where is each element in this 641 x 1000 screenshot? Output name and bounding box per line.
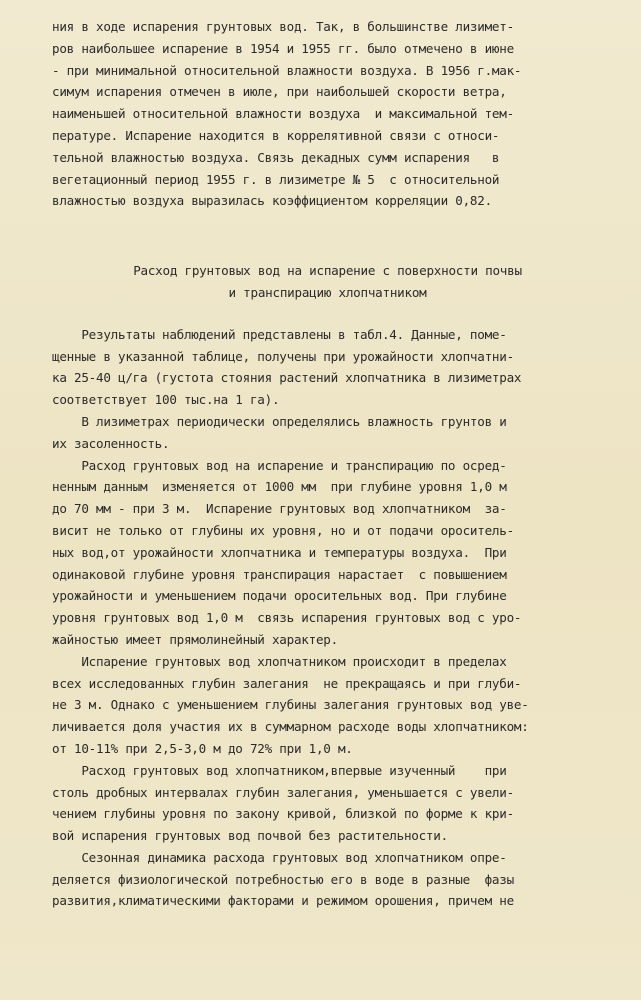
- text-line: Расход грунтовых вод на испарение и транспирацию по осред-: [52, 457, 507, 473]
- text-line: наименьшей относительной влажности воздуха и максимальной тем-: [52, 106, 514, 122]
- text-line: ка 25-40 ц/га (густота стояния растений хлопчатника в лизиметрах: [52, 370, 522, 386]
- text-line: соответствует 100 тыс.на 1 га).: [52, 392, 280, 408]
- text-line: симум испарения отмечен в июле, при наибольшей скорости ветра,: [52, 84, 507, 100]
- text-line: Расход грунтовых вод хлопчатником,впервые изученный при: [52, 762, 507, 778]
- text-line: личивается доля участия их в суммарном расходе воды хлопчатником:: [52, 719, 529, 735]
- text-line: их засоленность.: [52, 435, 170, 451]
- text-line: влажностью воздуха выразилась коэффициентом корреляции 0,82.: [52, 193, 492, 209]
- text-line: деляется физиологической потребностью его в воде в разные фазы: [52, 871, 514, 887]
- section-heading: [52, 260, 599, 304]
- text-line: вегетационный период 1955 г. в лизиметре № 5 с относительной: [52, 171, 500, 187]
- section-heading-line: и транспирацию хлопчатником: [228, 284, 427, 300]
- text-line: до 70 мм - при 3 м. Испарение грунтовых вод хлопчатником за-: [52, 501, 507, 517]
- text-line: ния в ходе испарения грунтовых вод. Так, в большинстве лизимет-: [52, 19, 514, 34]
- text-line: ненным данным изменяется от 1000 мм при глубине уровня 1,0 м: [52, 479, 507, 495]
- top-paragraph: [52, 16, 599, 212]
- text-line: от 10-11% при 2,5-3,0 м до 72% при 1,0 м.: [52, 740, 353, 756]
- text-line: урожайности и уменьшением подачи оросительных вод. При глубине: [52, 588, 507, 604]
- text-line: Результаты наблюдений представлены в табл.4. Данные, поме-: [52, 326, 507, 342]
- text-line: тельной влажностью воздуха. Связь декадных сумм испарения в: [52, 149, 500, 165]
- text-line: уровня грунтовых вод 1,0 м связь испарения грунтовых вод с уро-: [52, 610, 522, 626]
- text-line: развития,климатическими факторами и режимом орошения, причем не: [52, 893, 514, 909]
- text-line: Испарение грунтовых вод хлопчатником происходит в пределах: [52, 653, 507, 669]
- text-line: жайностью имеет прямолинейный характер.: [52, 631, 338, 647]
- text-line: висит не только от глубины их уровня, но и от подачи ороситель-: [52, 522, 514, 538]
- text-line: ных вод,от урожайности хлопчатника и температуры воздуха. При: [52, 544, 507, 560]
- text-line: вой испарения грунтовых вод почвой без растительности.: [52, 828, 448, 844]
- text-line: щенные в указанной таблице, получены при урожайности хлопчатни-: [52, 348, 514, 364]
- text-line: не 3 м. Однако с уменьшением глубины залегания грунтовых вод уве-: [52, 697, 529, 713]
- text-line: столь дробных интервалах глубин залегания, уменьшается с увели-: [52, 784, 514, 800]
- text-line: - при минимальной относительной влажности воздуха. В 1956 г.мак-: [52, 62, 522, 78]
- body-text: [52, 304, 599, 913]
- text-line: всех исследованных глубин залегания не прекращаясь и при глуби-: [52, 675, 522, 691]
- text-line: чением глубины уровня по закону кривой, близкой по форме к кри-: [52, 806, 514, 822]
- text-line: ров наибольшее испарение в 1954 и 1955 гг. было отмечено в июне: [52, 40, 514, 56]
- text-line: В лизиметрах периодически определялись влажность грунтов и: [52, 413, 507, 429]
- text-line: одинаковой глубине уровня транспирация нарастает с повышением: [52, 566, 507, 582]
- text-line: Сезонная динамика расхода грунтовых вод хлопчатником опре-: [52, 849, 507, 865]
- section-heading-line: Расход грунтовых вод на испарение с поверхности почвы: [133, 263, 522, 279]
- text-line: пературе. Испарение находится в коррелятивной связи с относи-: [52, 127, 500, 143]
